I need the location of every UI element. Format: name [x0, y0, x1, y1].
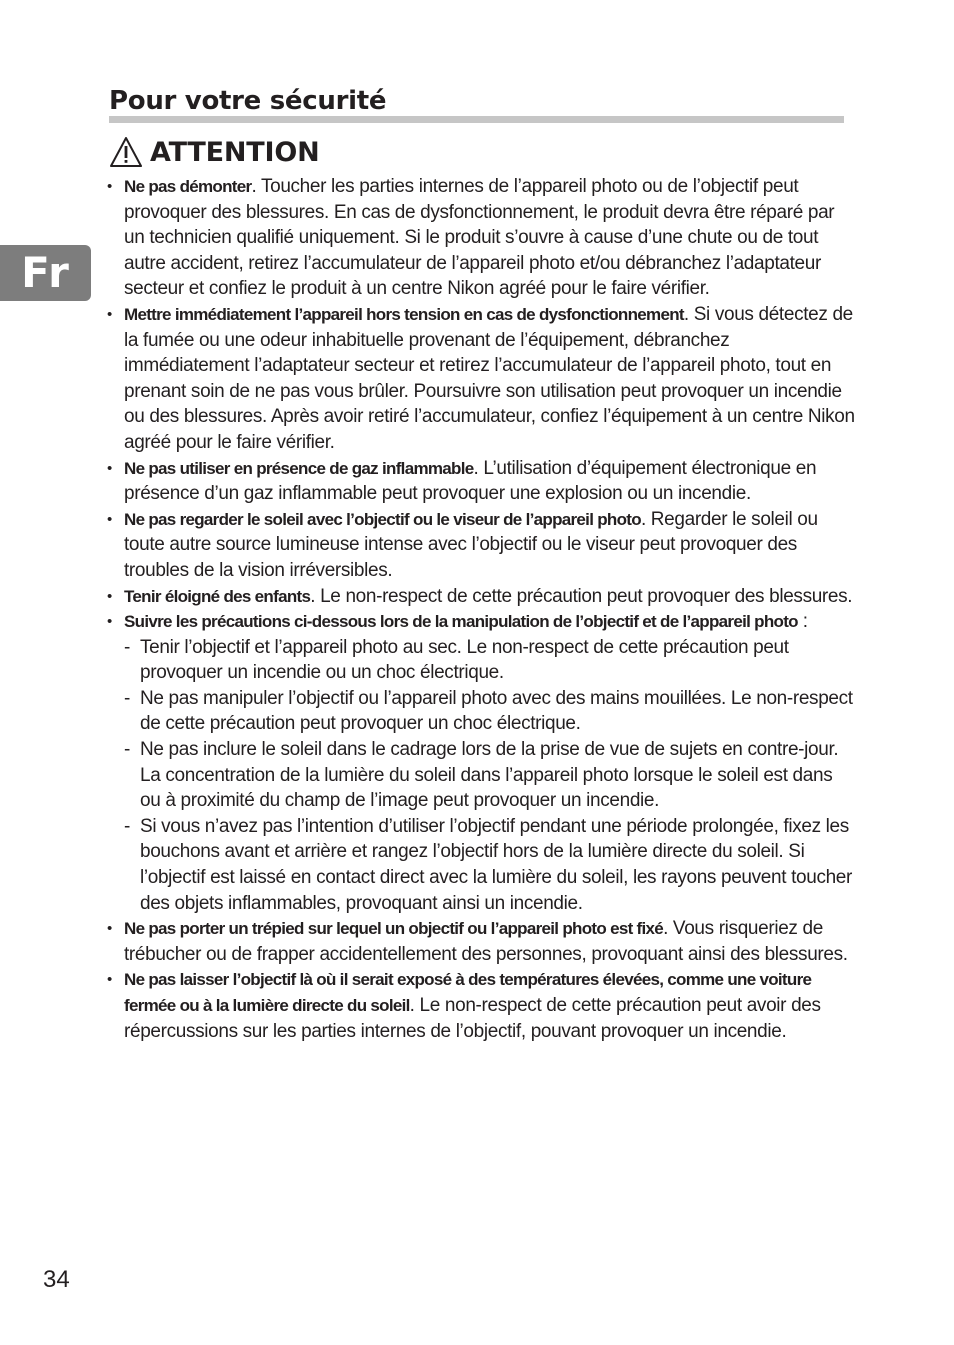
sub-item-text: Tenir l’objectif et l’appareil photo au sec. Le non-respect de cette précaution peut provoquer un incendie ou un choc électrique. [140, 636, 789, 684]
attention-heading [109, 133, 320, 171]
bullet: • [107, 587, 112, 605]
sub-item-text: Ne pas inclure le soleil dans le cadrage lors de la prise de vue de sujets en contre-jour. La concentration de la lumière du soleil dans l’appareil photo lorsque le soleil est dans ou à proximité du champ de l’image peut provoquer un incendie. [140, 739, 839, 812]
item-heading: Ne pas porter un trépied sur lequel un objectif ou l’appareil photo est fixé [124, 919, 664, 939]
item-text: . Vous risqueriez de trébucher ou de frapper accidentellement des personnes, provoquant ainsi des blessures. [124, 918, 848, 965]
sub-item-text: Si vous n’avez pas l’intention d’utiliser l’objectif pendant une période prolongée, fixez les bouchons avant et arrière et rangez l’objectif hors de la lumière directe du soleil. Si l’objectif est laissé en contact direct avec la lumière du soleil, les rayons peuvent toucher des objets inflammables, provoquant ainsi un incendie. [140, 815, 853, 914]
list-item [107, 174, 857, 302]
item-heading: Ne pas regarder le soleil avec l’objectif ou le viseur de l’appareil photo [124, 509, 641, 529]
sub-list-item [107, 635, 857, 686]
item-text: . Regarder le soleil ou toute autre source lumineuse intense avec l’objectif ou le viseur peut provoquer des troubles de la vision irréversibles. [124, 508, 818, 581]
page-title: Pour votre sécurité [109, 86, 387, 116]
item-heading: Mettre immédiatement l’appareil hors tension en cas de dysfonctionnement [124, 304, 684, 324]
safety-list [107, 174, 857, 1044]
warning-triangle-icon [109, 136, 143, 168]
dash: - [124, 687, 130, 709]
page-number: 34 [43, 1266, 70, 1293]
dash: - [124, 739, 130, 761]
item-text: : [797, 611, 808, 633]
list-item [107, 507, 857, 584]
item-text: . Si vous détectez de la fumée ou une odeur inhabituelle provenant de l’équipement, débranchez immédiatement l’adaptateur secteur et retirez l’accumulateur de l’appareil photo, tout en prenant soin de ne pas vous brûler. Poursuivre son utilisation peut provoquer un incendie ou des blessures. Après avoir retiré l’accumulateur, confiez l’équipement à un centre Nikon agréé pour le faire vérifier. [124, 303, 855, 453]
bullet: • [107, 305, 112, 323]
item-heading: Ne pas démonter [124, 177, 252, 196]
list-item [107, 609, 857, 635]
list-item [107, 584, 857, 610]
item-heading: Tenir éloigné des enfants [124, 586, 311, 606]
attention-label: ATTENTION [150, 136, 320, 168]
sub-list-item [107, 686, 857, 737]
language-tab: Fr [0, 245, 91, 301]
item-text: . L’utilisation d’équipement électronique en présence d’un gaz inflammable peut provoquer une explosion ou un incendie. [124, 457, 817, 505]
list-item [107, 916, 857, 967]
bullet: • [107, 459, 112, 477]
list-item [107, 456, 857, 507]
dash: - [124, 815, 130, 837]
item-heading: Suivre les précautions ci-dessous lors de la manipulation de l’objectif et de l’appareil photo [124, 612, 798, 632]
list-item [107, 967, 857, 1044]
sub-list-item [107, 814, 857, 916]
bullet: • [107, 920, 112, 938]
title-rule [109, 116, 844, 123]
item-text: . Le non-respect de cette précaution peut avoir des répercussions sur les parties internes de l’objectif, pouvant provoquer un incendie. [124, 995, 821, 1042]
dash: - [124, 636, 130, 658]
item-heading: Ne pas laisser l’objectif là où il serait exposé à des températures élevées, comme une voiture fermée ou à la lumière directe du soleil [124, 970, 812, 1015]
bullet: • [107, 613, 112, 631]
item-text: . Toucher les parties internes de l’appareil photo ou de l’objectif peut provoquer des blessures. En cas de dysfonctionnement, le produit devra être réparé par un technicien qualifié uniquement. Si le produit s’ouvre à cause d’une chute ou de tout autre accident, retirez l’accumulateur de l’appareil photo et/ou débranchez l’adaptateur secteur et confiez le produit à un centre Nikon agréé pour le faire vérifier. [124, 176, 835, 300]
item-heading: Ne pas utiliser en présence de gaz inflammable [124, 458, 474, 478]
sub-list-item [107, 737, 857, 814]
bullet: • [107, 510, 112, 528]
bullet: • [107, 971, 112, 989]
list-item [107, 302, 857, 456]
bullet: • [107, 178, 112, 195]
sub-item-text: Ne pas manipuler l’objectif ou l’appareil photo avec des mains mouillées. Le non-respect de cette précaution peut provoquer un choc électrique. [140, 687, 853, 735]
item-text: . Le non-respect de cette précaution peut provoquer des blessures. [310, 585, 853, 607]
